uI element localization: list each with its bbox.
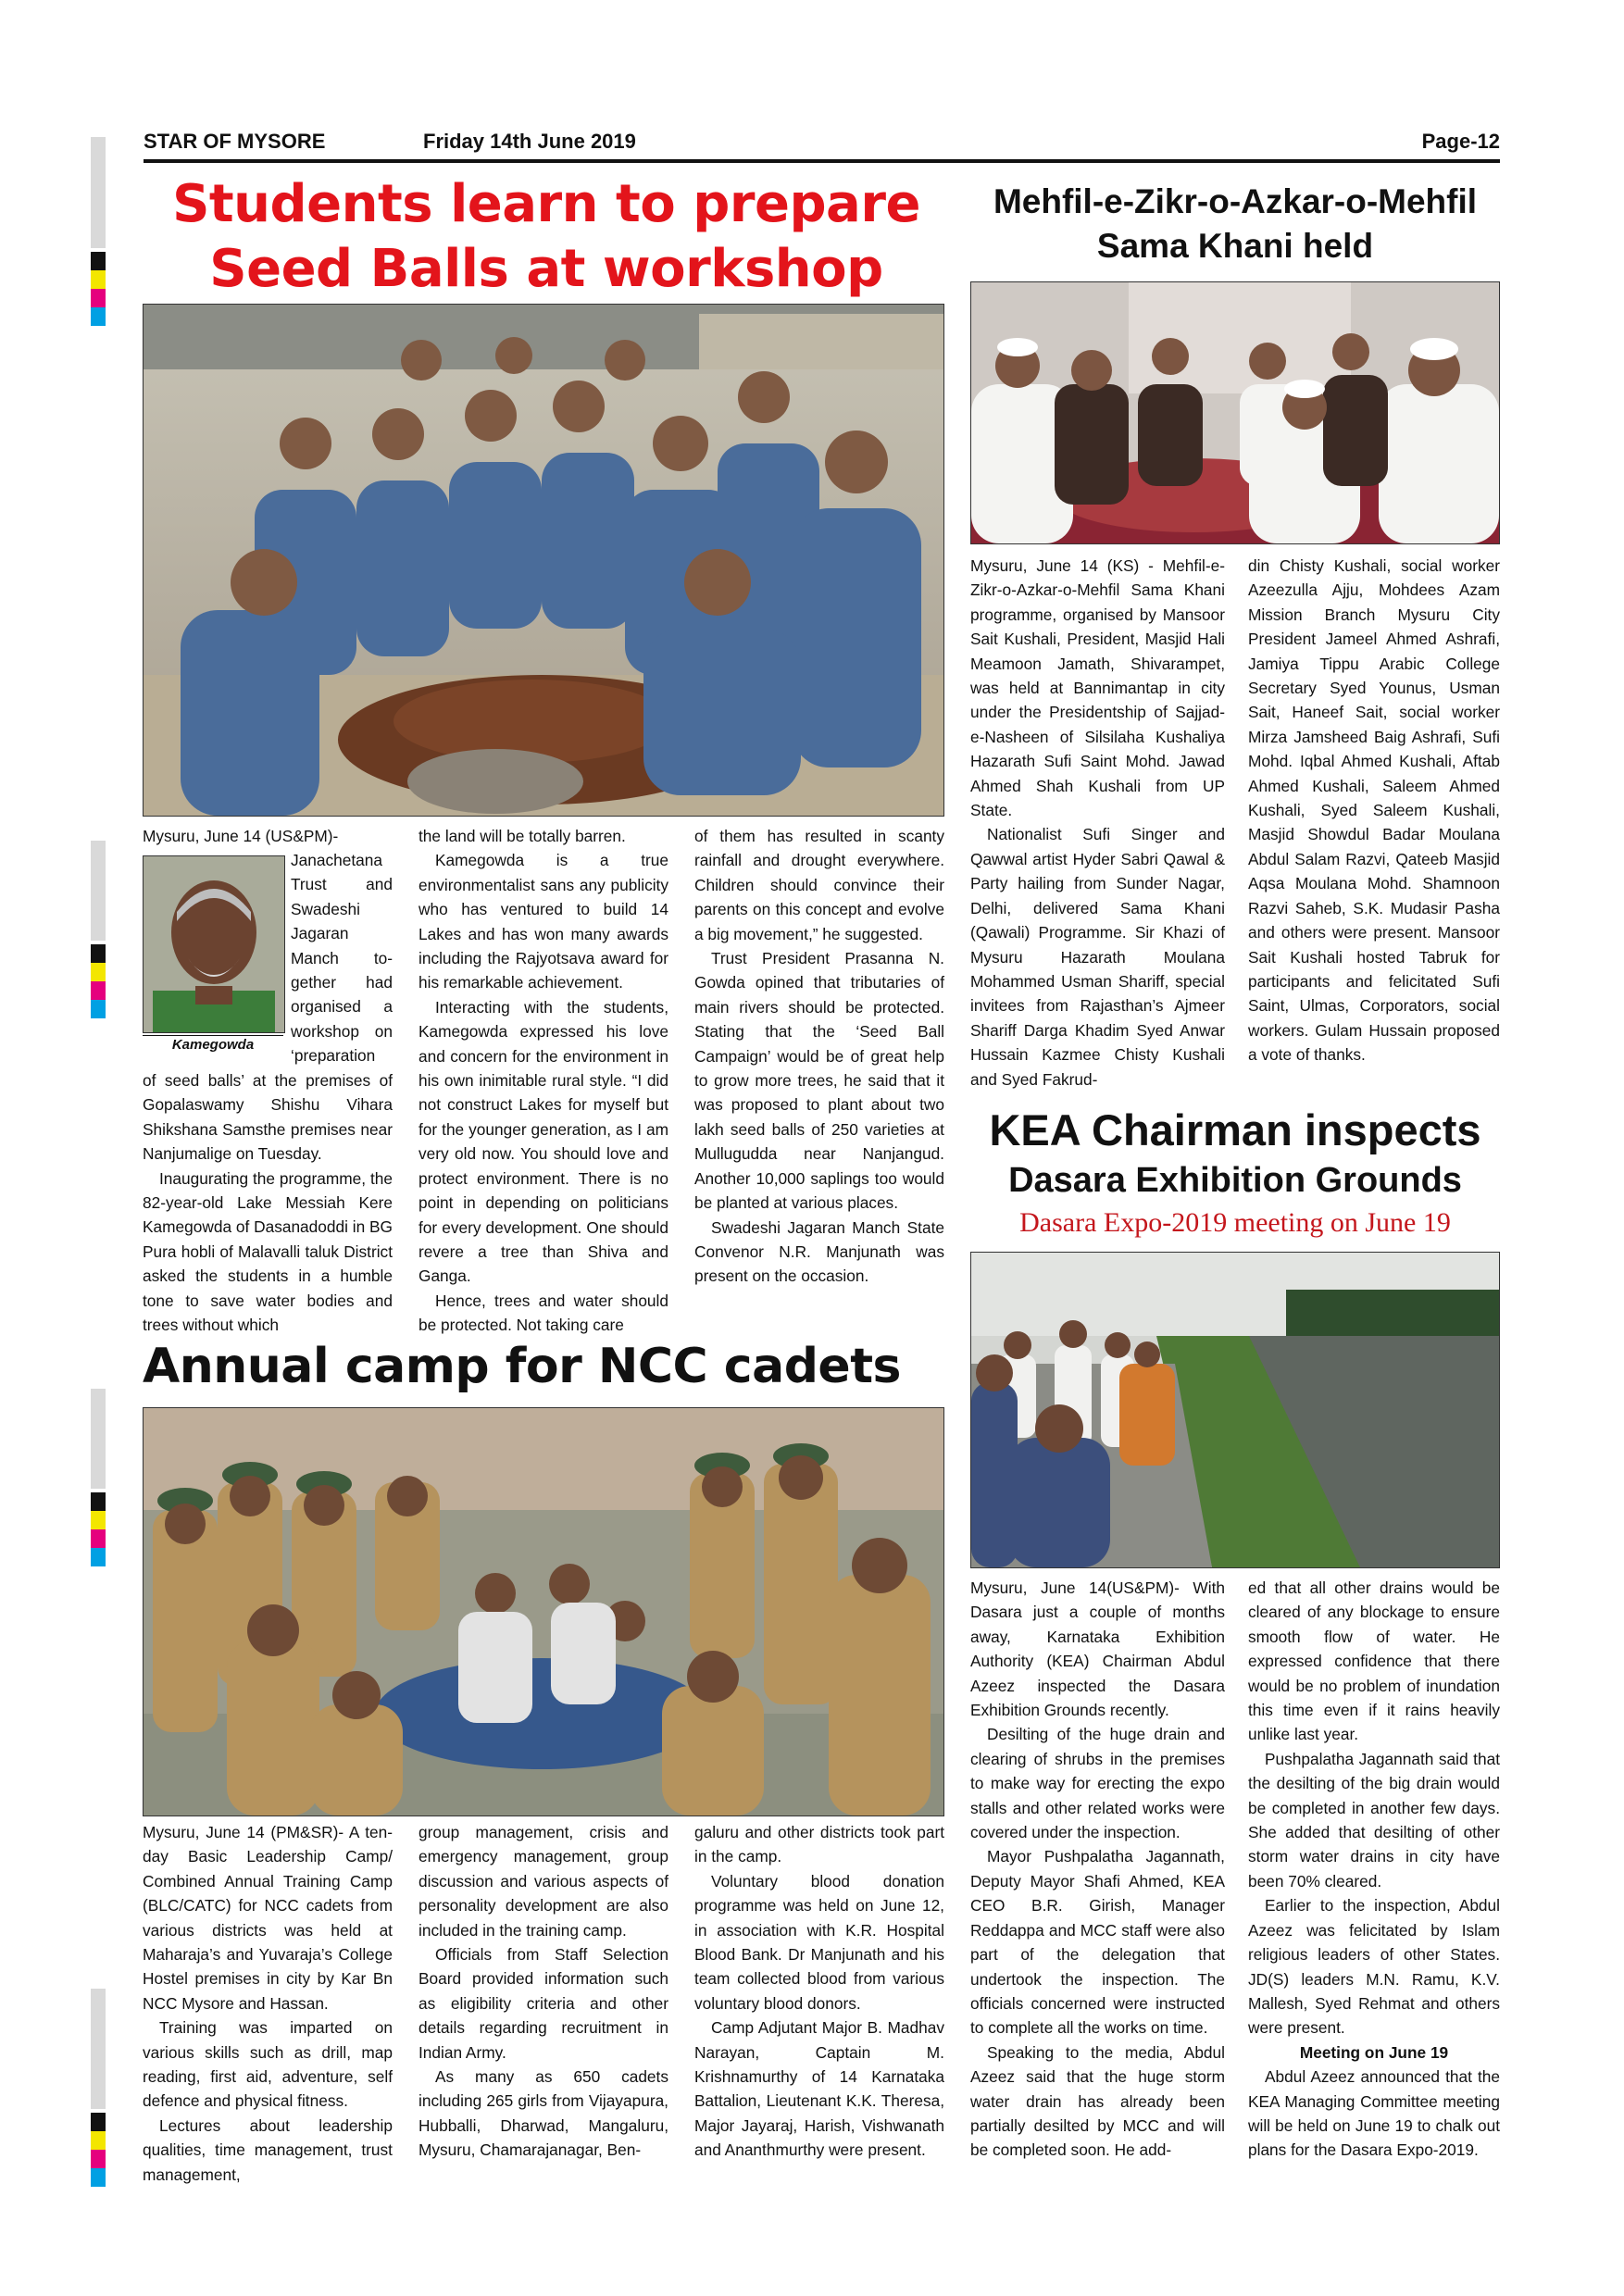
seed-balls-paragraph: Swadeshi Jagaran Manch State Convenor N.R. Manjunath was present on the occasion. (694, 1217, 944, 1286)
seed-balls-paragraph: of them has resulted in scanty rainfall and drought everywhere. Children should convince their parents on this concept and evolve a big movement,” he suggested. (694, 827, 944, 943)
kea-subheading: Meeting on June 19 (1299, 2042, 1449, 2062)
mehfil-photo-image (971, 282, 1499, 543)
kea-headline-line2: Dasara Exhibition Grounds (1008, 1161, 1462, 1200)
registration-swatch-black (91, 944, 106, 963)
mehfil-paragraph: din Chisty Kushali, social worker Azeezulla Ajju, Mohdees Azam Mission Branch Mysuru City President Jameel Ahmed Ashrafi, Jamiya Tippu Arabic College Secretary Syed Younus, Usman Sait, Haneef Sait, social worker Mirza Jamsheed Baig Ashrafi, Sufi Mohd. Iqbal Ahmed Kushali, Aftab Ahmed Kushali, Saleem Ahmed Kushali, Syed Saleem Kushali, Masjid Showdul Badar Moulana Abdul Salam Razvi, Qateeb Masjid Aqsa Moulana Mohd. Shamnoon Razvi Saheb, S.K. Mudasir Pasha and others were present. Mansoor Sait Kushali hosted Tabruk for participants and felicitated Sufi Saint, Ulmas, Corporators, social workers. Gulam Hussain proposed a vote of thanks. (1248, 556, 1500, 1065)
kea-paragraph: Desilting of the huge drain and clearing of shrubs in the premises to make way for erecting the expo stalls and other related works were covered under the inspection. (970, 1725, 1225, 1842)
wrap-line: Swadeshi (291, 899, 360, 918)
mehfil-headline (970, 180, 1500, 268)
kea-paragraph: Abdul Azeez announced that the KEA Managing Committee meeting will be held on June 19 to chalk out plans for the Dasara Expo-2019. (1248, 2067, 1500, 2160)
ncc-paragraph: Camp Adjutant Major B. Madhav Narayan, Captain M. Krishnamurthy of 14 Karnataka Battalion, Lieutenant K.K. Theresa, Major Jayaraj, Harish, Vishwanath and Ananthmurthy were present. (694, 2018, 944, 2160)
registration-bar (91, 1389, 106, 1489)
issue-date: Friday 14th June 2019 (423, 130, 636, 153)
seed-balls-intro-block (143, 824, 393, 1068)
paper-name: STAR OF MYSORE (144, 130, 326, 153)
kea-column-1 (970, 1576, 1225, 2163)
registration-swatch-black (91, 252, 106, 270)
seed-balls-column-2 (418, 824, 668, 1338)
ncc-paragraph: group management, crisis and emergency management, group discussion and various aspects of personality development are also included in the training camp. (418, 1823, 668, 1940)
registration-swatch-magenta (91, 289, 106, 307)
mehfil-column-2 (1248, 554, 1500, 1067)
registration-swatch-cyan (91, 1000, 106, 1018)
ncc-headline: Annual camp for NCC cadets (143, 1339, 901, 1394)
mehfil-headline-line1: Mehfil-e-Zikr-o-Azkar-o-Mehfil (993, 182, 1478, 220)
mehfil-headline-line2: Sama Khani held (1096, 227, 1374, 265)
seed-balls-paragraph: Trust President Prasanna N. Gowda opined that tributaries of main rivers should be protected. Stating that the ‘Seed Ball Campaign’ would be of great help to grow more trees, he said that it was proposed to plant about two lakh seed balls of 250 varieties at Mullugudda near Nanjangud. Another 10,000 saplings too would be planted at various places. (694, 949, 944, 1213)
wrap-line: gether had (291, 973, 393, 992)
kea-column-2 (1248, 1576, 1500, 2163)
seed-balls-paragraph: Inaugurating the programme, the 82-year-old Lake Messiah Kere Kamegowda of Dasanadoddi in BG Pura hobli of Malavalli taluk District asked the students in a humble tone to save water bodies and trees without which (143, 1168, 393, 1335)
seed-balls-photo (143, 304, 944, 817)
registration-bar (91, 137, 106, 248)
ncc-paragraph: Training was imparted on various skills such as drill, map reading, first aid, adventure, self defence and physical fitness. (143, 2018, 393, 2111)
seed-balls-photo-image (144, 305, 943, 816)
ncc-paragraph: galuru and other districts took part in the camp. (694, 1823, 944, 1866)
seed-balls-headline-line1: Students learn to prepare (172, 174, 920, 234)
wrap-line: organised a (291, 997, 393, 1017)
registration-swatch-black (91, 2113, 106, 2131)
kamegowda-portrait-image (144, 856, 284, 1032)
registration-swatch-yellow (91, 1511, 106, 1529)
wrap-line: workshop on (291, 1021, 393, 1041)
kea-photo (970, 1252, 1500, 1568)
kea-headline (970, 1104, 1500, 1242)
kea-paragraph: Mayor Pushpalatha Jagannath, Deputy Mayor Shafi Ahmed, KEA CEO B.R. Girish, Manager Reddappa and MCC staff were also part of the delegation that undertook the inspection. The officials concerned were instructed to complete all the works on time. (970, 1847, 1225, 2038)
registration-swatch-yellow (91, 270, 106, 289)
seed-balls-column-3 (694, 824, 944, 1289)
ncc-photo-image (144, 1408, 943, 1816)
seed-balls-column-1 (143, 824, 393, 1337)
registration-swatch-magenta (91, 981, 106, 1000)
seed-balls-headline (139, 172, 954, 302)
registration-bar (91, 841, 106, 941)
wrap-line: ‘preparation (291, 1046, 376, 1066)
registration-swatch-cyan (91, 2168, 106, 2187)
kea-headline-line1: KEA Chairman inspects (989, 1105, 1481, 1154)
mehfil-paragraph: Nationalist Sufi Singer and Qawwal artist Hyder Sabri Qawal & Party hailing from Sunder Nagar, Delhi, delivered Sama Khani (Qawali) Programme. Sir Khazi of Mysuru Hazarath Moulana Mohammed Usman Shariff, special invitees from Rajasthan’s Ajmeer Shariff Darga Khadim Syed Anwar Hussain Kazmee Chisty Kushali and Syed Fakrud- (970, 825, 1225, 1089)
wrap-line: Janachetana (291, 851, 382, 869)
page-number: Page-12 (1421, 130, 1500, 153)
ncc-paragraph: Lectures about leadership qualities, time management, trust management, (143, 2115, 393, 2184)
wrap-line: Trust and (291, 875, 393, 894)
ncc-column-2 (418, 1820, 668, 2163)
registration-swatch-magenta (91, 2150, 106, 2168)
kea-paragraph: Speaking to the media, Abdul Azeez said that the huge storm water drain has already been partially desilted by MCC and will be completed soon. He add- (970, 2042, 1225, 2160)
registration-swatch-cyan (91, 307, 106, 326)
ncc-paragraph: Officials from Staff Selection Board provided information such as eligibility criteria and other details regarding recruitment in Indian Army. (418, 1945, 668, 2062)
kamegowda-portrait (143, 855, 285, 1033)
portrait-caption: Kamegowda (143, 1035, 283, 1054)
seed-balls-paragraph: Interacting with the students, Kamegowda expressed his love and concern for the environment in his own inimitable rural style. “I did not construct Lakes for myself but for the younger generation, as I am very old now. You should love and protect environment. There is no point in depending on politicians for every development. One should revere a tree than Shiva and Ganga. (418, 997, 668, 1286)
ncc-paragraph: Mysuru, June 14 (PM&SR)- A ten-day Basic Leadership Camp/ Combined Annual Training Camp (BLC/CATC) for NCC cadets from various districts was held at Maharaja’s and Yuvaraja’s College Hostel premises in city by Kar Bn NCC Mysore and Hassan. (143, 1823, 393, 2013)
seed-balls-paragraph: Kamegowda is a true environmentalist sans any publicity who has ventured to build 14 Lakes and has won many awards including the Rajyotsava award for his remarkable achievement. (418, 851, 668, 992)
wrap-line: Jagaran (291, 924, 349, 943)
registration-bar (91, 1989, 106, 2109)
registration-swatch-yellow (91, 963, 106, 981)
kea-paragraph: Mysuru, June 14(US&PM)- With Dasara just a couple of months away, Karnataka Exhibition Authority (KEA) Chairman Abdul Azeez inspected the Dasara Exhibition Grounds recently. (970, 1578, 1225, 1720)
kea-photo-image (971, 1253, 1499, 1567)
registration-swatch-yellow (91, 2131, 106, 2150)
mehfil-column-1 (970, 554, 1225, 1092)
wrap-line: Manch to- (291, 948, 393, 967)
seed-balls-paragraph: the land will be totally barren. (418, 827, 626, 845)
registration-swatch-magenta (91, 1529, 106, 1548)
ncc-column-3 (694, 1820, 944, 2163)
header-rule (144, 159, 1500, 163)
page-header (144, 130, 1500, 161)
seed-balls-wrap-text (291, 848, 393, 1068)
kea-paragraph: Earlier to the inspection, Abdul Azeez was felicitated by Islam religious leaders of other States. JD(S) leaders M.N. Ramu, K.V. Mallesh, Syed Rehmat and others were present. (1248, 1896, 1500, 2038)
mehfil-photo (970, 281, 1500, 544)
kea-paragraph: Pushpalatha Jagannath said that the desilting of the big drain would be completed in another few days. She added that desilting of other storm water drains in city have been 70% cleared. (1248, 1749, 1500, 1890)
ncc-paragraph: Voluntary blood donation programme was held on June 12, in association with K.R. Hospital Blood Bank. Dr Manjunath and his team collected blood from various voluntary blood donors. (694, 1871, 944, 2013)
seed-balls-paragraph: of seed balls’ at the premises of Gopalaswamy Shishu Vihara Shikshana Samsthe premises near Nanjumalige on Tuesday. (143, 1071, 393, 1164)
ncc-photo (143, 1407, 944, 1816)
ncc-paragraph: As many as 650 cadets including 265 girls from Vijayapura, Hubballi, Dharwad, Mangaluru, Mysuru, Chamarajanagar, Ben- (418, 2067, 668, 2160)
registration-swatch-cyan (91, 1548, 106, 1566)
seed-balls-headline-line2: Seed Balls at workshop (209, 239, 883, 299)
mehfil-paragraph: Mysuru, June 14 (KS) - Mehfil-e-Zikr-o-Azkar-o-Mehfil Sama Khani programme, organised by Mansoor Sait Kushali, President, Masjid Hali Meamoon Jamath, Shivarampet, was held at Bannimantap in city under the Presidentship of Sajjad-e-Nasheen of Silsilaha Kushaliya Hazarath Sufi Saint Mohd. Jawad Ahmed Shah Kushali from UP State. (970, 556, 1225, 820)
ncc-column-1 (143, 1820, 393, 2187)
registration-swatch-black (91, 1492, 106, 1511)
kea-paragraph: ed that all other drains would be cleared of any blockage to ensure smooth flow of water. He expressed confidence that there would be no problem of inundation this time even if it rains heavily unlike last year. (1248, 1578, 1500, 1744)
seed-balls-dateline: Mysuru, June 14 (US&PM)- (143, 827, 339, 845)
kea-subhead: Dasara Expo-2019 meeting on June 19 (1019, 1207, 1451, 1238)
seed-balls-paragraph: Hence, trees and water should be protected. Not taking care (418, 1291, 668, 1335)
